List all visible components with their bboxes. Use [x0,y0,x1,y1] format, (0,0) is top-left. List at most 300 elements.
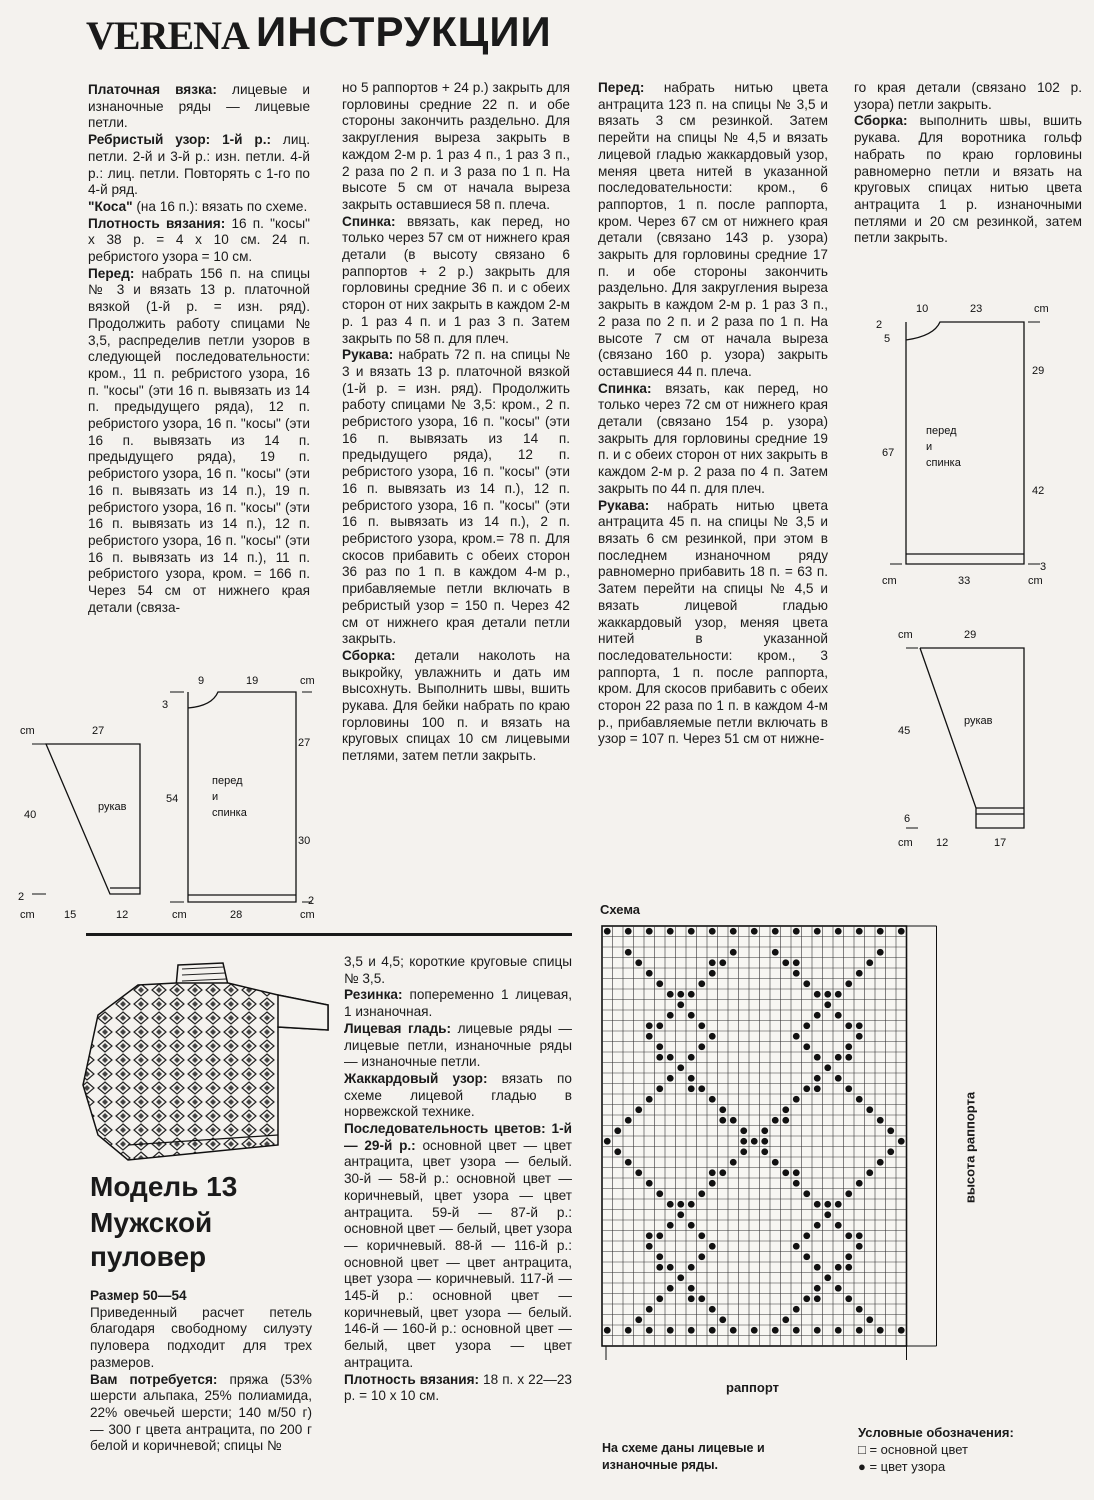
chart-stitch-dot [845,1043,852,1050]
chart-stitch-dot [709,1327,716,1334]
chart-stitch-dot [845,1085,852,1092]
chart-stitch-dot [824,1064,831,1071]
chart-stitch-dot [667,1264,674,1271]
chart-stitch-dot [688,1222,695,1229]
chart-stitch-dot [667,928,674,935]
chart-stitch-dot [856,1096,863,1103]
chart-stitch-dot [793,959,800,966]
col1-paragraph-heading: Ребристый узор: 1-й р.: [88,132,272,148]
chart-stitch-dot [835,928,842,935]
chart-stitch-dot [772,949,779,956]
d2-upper: 29 [1032,365,1045,377]
col1-paragraph [88,266,310,617]
d3-cuff: 6 [904,813,911,825]
chart-stitch-dot [677,991,684,998]
chart-stitch-dot [698,1022,705,1029]
chart-stitch-dot [866,1106,873,1113]
chart-stitch-dot [719,1316,726,1323]
model-number: Модель 13 [90,1171,238,1202]
legend-empty: □ = основной цвет [858,1442,968,1457]
chart-stitch-dot [772,1159,779,1166]
col1-paragraph [88,82,310,132]
chart-stitch-dot [688,991,695,998]
chart-stitch-dot [856,928,863,935]
chart-stitch-dot [814,991,821,998]
chart-stitch-dot [688,1285,695,1292]
chart-stitch-dot [677,1001,684,1008]
chart-stitch-dot [625,1117,632,1124]
chart-stitch-dot [761,1127,768,1134]
chart-stitch-dot [698,1043,705,1050]
chart-stitch-dot [814,1285,821,1292]
d1-sleeve-bottom-1: 12 [116,909,129,921]
d2-label-3: спинка [926,457,961,469]
chart-stitch-dot [782,1316,789,1323]
col4-paragraph-heading: Сборка: [854,113,908,129]
chart-stitch-dot [856,1306,863,1313]
col2-paragraph [342,80,570,214]
chart-stitch-dot [751,1138,758,1145]
chart-stitch-dot [667,1222,674,1229]
pattern-diagram-model12 [12,672,332,929]
chart-stitch-dot [646,1232,653,1239]
col4-paragraph [854,80,1082,113]
chart-stitch-dot [688,1075,695,1082]
materials-text: пряжа (53% шерсти альпака, 25% полиамида, 22% овечьей шерсти; 140 м/50 г) — 300 г цвета антрацита, по 200 г белой и коричневой; спицы № [90,1371,312,1454]
col5-paragraph [344,1372,572,1405]
chart-stitch-dot [646,1243,653,1250]
col1-paragraph-text: набрать 156 п. на спицы № 3 и вязать 13 р. платочной вязкой (1-й р. = изн. ряд). Продолжить работу спицами № 3,5, распределив петли узоров в следующей последовательности: кром., 11 п. ребристого узора, 16 п. "косы" (эти 16 п. вывязать из 14 п. предыдущего ряда), 12 п. ребристого узора, 16 п. "косы" (эти 16 п. вывязать из 14 п. предыдущего ряда), 19 п. ребристого узора, 16 п. "косы" (эти 16 п. вывязать из 14 п.), 19 п. ребристого узора, 16 п. "косы" (эти 16 п. вывязать из 14 п.), 12 п. ребристого узора, 16 п. "косы" (эти 16 п. вывязать из 14 п.), 11 п. ребристого узора, кром. = 166 п. Через 54 см от нижнего края детали (связа- [88,265,310,615]
d2-height: 67 [882,447,895,459]
chart-stitch-dot [656,1054,663,1061]
instructions-column-5 [344,954,572,1405]
col2-paragraph-heading: Рукава: [342,347,394,363]
instructions-column-3 [598,80,828,748]
instructions-column-4 [854,80,1082,247]
d2-unit-br: cm [1028,575,1043,587]
chart-stitch-dot [625,928,632,935]
d1-body-upper: 27 [298,737,311,749]
materials-label: Вам потребуется: [90,1371,218,1387]
instructions-column-2 [342,80,570,765]
chart-stitch-dot [656,1043,663,1050]
col1-paragraph [88,132,310,199]
chart-stitch-dot [646,1306,653,1313]
chart-stitch-dot [688,1012,695,1019]
chart-stitch-dot [667,1285,674,1292]
chart-stitch-dot [835,1327,842,1334]
col5-paragraph-text: попеременно 1 лицевая, 1 изнаночная. [344,987,572,1020]
col5-paragraph [344,1021,572,1071]
chart-stitch-dot [845,1295,852,1302]
chart-stitch-dot [646,1022,653,1029]
d1-body-label-3: спинка [212,807,247,819]
chart-stitch-dot [635,1169,642,1176]
chart-stitch-dot [835,1075,842,1082]
d1-body-hem: 2 [308,895,315,907]
chart-stitch-dot [740,1127,747,1134]
chart-stitch-dot [698,1190,705,1197]
chart-stitch-dot [698,1232,705,1239]
jacquard-chart-svg [598,920,948,1360]
chart-stitch-dot [877,1327,884,1334]
col1-paragraph-text: 16 п. "косы" х 38 р. = 4 х 10 см. 24 п. ребристого узора = 10 см. [88,215,311,265]
chart-stitch-dot [709,970,716,977]
chart-stitch-dot [803,1190,810,1197]
chart-stitch-dot [782,1169,789,1176]
chart-stitch-dot [845,980,852,987]
d1-body-label-1: перед [212,775,243,787]
chart-stitch-dot [835,1201,842,1208]
chart-stitch-dot [709,1033,716,1040]
col5-paragraph-heading: Лицевая гладь: [344,1020,452,1036]
col2-paragraph [342,347,570,648]
chart-stitch-dot [604,928,611,935]
chart-stitch-dot [877,928,884,935]
chart-stitch-dot [887,1127,894,1134]
chart-stitch-dot [656,1295,663,1302]
chart-stitch-dot [698,980,705,987]
col1-paragraph-heading: Платочная вязка: [88,82,217,97]
chart-stitch-dot [793,1169,800,1176]
chart-stitch-dot [698,1295,705,1302]
d3-bottom-0: 12 [936,837,949,849]
chart-stitch-dot [688,1085,695,1092]
chart-stitch-dot [814,1085,821,1092]
chart-stitch-dot [667,1054,674,1061]
chart-stitch-dot [635,1316,642,1323]
chart-stitch-dot [709,1169,716,1176]
chart-stitch-dot [709,1243,716,1250]
chart-stitch-dot [793,1033,800,1040]
chart-stitch-dot [677,1201,684,1208]
col2-paragraph-heading: Сборка: [342,647,396,663]
col3-paragraph-text: набрать нитью цвета антрацита 123 п. на спицы № 3,5 и вязать 3 см резинкой. Затем перейти на спицы № 4,5 и вязать лицевой гладью жаккардовый узор, меняя цвета нитей в указанной последовательности: кром., 6 раппортов, 1 п. после раппорта, кром. Через 67 см от нижнего края детали (связано 143 р. узора) закрыть для горловины средние 17 п. и обе стороны закончить раздельно. Для закругления выреза закрыть в каждом 2-м р. 1 раз 3 п., 2 раза по 2 п. и 2 раза по 1 п. На высоте 7 см от начала выреза (связано 160 р. узора) закрыть оставшиеся 44 п. плеча. [598,80,828,379]
chart-stitch-dot [782,1117,789,1124]
col1-paragraph-text: лиц. петли. 2-й и 3-й р.: изн. петли. 4-й р.: лиц. петли. Повторять с 1-го по 4-й ряд. [88,132,310,198]
model-intro: Приведенный расчет петель благодаря свободному силуэту пуловера подходит для трех размеров. [90,1304,312,1370]
pattern-diagram-model12-svg [12,672,332,924]
chart-stitch-dot [824,1274,831,1281]
col3-paragraph-heading: Рукава: [598,497,650,513]
sweater-illustration [78,955,338,1175]
col2-paragraph [342,648,570,765]
chart-stitch-dot [698,1085,705,1092]
d1-unit-tr: cm [300,675,315,687]
d3-unit-tl: cm [898,629,913,641]
chart-stitch-dot [793,1306,800,1313]
d1-top-1: 19 [246,675,259,687]
chart-stitch-dot [719,1117,726,1124]
chart-stitch-dot [898,1327,905,1334]
chart-stitch-dot [772,1117,779,1124]
chart-stitch-dot [866,959,873,966]
chart-stitch-dot [898,1138,905,1145]
d2-top-0: 10 [916,303,929,315]
d2-bottom: 33 [958,575,971,587]
chart-stitch-dot [782,1106,789,1113]
chart-stitch-dot [814,928,821,935]
chart-stitch-dot [751,928,758,935]
col5-paragraph-text: вязать по схеме лицевой гладью в норвежской технике. [344,1070,572,1120]
chart-note: На схеме даны лицевые и изнаночные ряды. [602,1441,765,1472]
d2-unit-tr: cm [1034,303,1049,315]
chart-stitch-dot [656,1232,663,1239]
col1-paragraph-text: лицевые и изнаночные ряды — лицевые петли. [88,82,310,131]
d1-sleeve-cuff: 2 [18,891,25,903]
col3-paragraph-text: набрать нитью цвета антрацита 45 п. на спицы № 3,5 и вязать 6 см резинкой, при этом в последнем изнаночном ряду равномерно прибавить 18 п. = 63 п. Затем перейти на спицы № 4,5 и вязать лицевой гладью жаккардовый узор, меняя цвета нитей в указанной последовательности: кром., 3 раппорта, 1 п. после раппорта, кром. Для скосов прибавить с обеих сторон 22 раза по 1 п. в каждом 4-м р., прибавляемые петли включать в узор = 107 п. Через 51 см от нижне- [598,497,828,747]
chart-bottom-label: раппорт [726,1380,779,1395]
col5-paragraph-heading: Последовательность цветов: 1-й — 29-й р.: [344,1121,572,1153]
page-title: ИНСТРУКЦИИ [256,8,552,55]
chart-legend [858,1424,1014,1475]
chart-stitch-dot [835,1012,842,1019]
chart-stitch-dot [646,970,653,977]
col5-paragraph [344,1071,572,1121]
chart-stitch-dot [667,1201,674,1208]
chart-stitch-dot [803,1085,810,1092]
chart-stitch-dot [877,1159,884,1166]
col1-paragraph [88,216,310,266]
chart-stitch-dot [866,1169,873,1176]
col5-paragraph [344,1121,572,1372]
chart-stitch-dot [604,1138,611,1145]
d3-top: 29 [964,629,977,641]
section-divider [86,933,572,936]
chart-stitch-dot [688,1327,695,1334]
col3-paragraph [598,381,828,498]
chart-stitch-dot [803,980,810,987]
chart-stitch-dot [625,1327,632,1334]
chart-stitch-dot [656,1253,663,1260]
chart-stitch-dot [814,1012,821,1019]
chart-stitch-dot [856,1327,863,1334]
d2-unit-bl: cm [882,575,897,587]
chart-stitch-dot [614,1148,621,1155]
chart-stitch-dot [667,991,674,998]
chart-stitch-dot [730,1327,737,1334]
chart-stitch-dot [856,1232,863,1239]
chart-stitch-dot [877,949,884,956]
d3-bottom-1: 17 [994,837,1007,849]
col2-paragraph [342,214,570,348]
chart-stitch-dot [845,1190,852,1197]
chart-stitch-dot [740,1148,747,1155]
chart-stitch-dot [793,1243,800,1250]
chart-stitch-dot [835,1264,842,1271]
chart-stitch-dot [751,1327,758,1334]
chart-stitch-dot [782,959,789,966]
chart-stitch-dot [604,1327,611,1334]
legend-dot: ● = цвет узора [858,1459,946,1474]
chart-stitch-dot [824,991,831,998]
col1-paragraph-heading: Плотность вязания: [88,215,226,231]
chart-stitch-dot [625,1159,632,1166]
chart-stitch-dot [793,1327,800,1334]
chart-stitch-dot [667,1012,674,1019]
chart-stitch-dot [635,959,642,966]
chart-stitch-dot [709,959,716,966]
chart-side-label: высота раппорта [962,1091,978,1204]
chart-stitch-dot [677,1211,684,1218]
chart-stitch-dot [835,1054,842,1061]
d1-unit-bl: cm [20,909,35,921]
chart-stitch-dot [793,1096,800,1103]
chart-stitch-dot [719,959,726,966]
col1-paragraph [88,199,310,216]
brand-logo: VERENA [86,13,249,58]
chart-stitch-dot [614,1127,621,1134]
d2-rib: 3 [1040,561,1047,573]
model-details [90,1288,312,1455]
pattern-diagram-body [868,296,1058,595]
col3-paragraph [598,80,828,381]
d1-body-lower: 30 [298,835,311,847]
col3-paragraph [598,498,828,749]
d1-body-height: 54 [166,793,179,805]
legend-title: Условные обозначения: [858,1425,1014,1440]
chart-stitch-dot [793,970,800,977]
d1-top-0: 9 [198,675,205,687]
col5-paragraph-heading: Резинка: [344,987,403,1003]
chart-stitch-dot [835,991,842,998]
d3-height: 45 [898,725,911,737]
chart-stitch-dot [646,1180,653,1187]
d1-sleeve-top: 27 [92,725,105,737]
d1-body-label-2: и [212,791,219,803]
chart-stitch-dot [709,1306,716,1313]
chart-stitch-dot [656,1085,663,1092]
chart-stitch-dot [730,928,737,935]
col1-paragraph-heading: "Коса" [88,198,133,214]
col5-paragraph-text: 3,5 и 4,5; короткие круговые спицы № 3,5. [344,954,572,986]
chart-stitch-dot [740,1138,747,1145]
col5-paragraph-text: лицевые ряды — лицевые петли, изнаночные ряды — изнаночные петли. [344,1020,573,1070]
chart-stitch-dot [856,1180,863,1187]
col2-paragraph-text: детали наколоть на выкройку, увлажнить и дать им высохнуть. Выполнить швы, вшить рукава. Для бейки набрать по краю горловины 100 п. и вязать на круговых спицах 10 см лицевыми петлями, затем петли закрыть. [342,647,570,764]
col5-paragraph-heading: Жаккардовый узор: [344,1070,488,1086]
chart-stitch-dot [824,1211,831,1218]
instructions-column-1 [88,82,310,617]
chart-stitch-dot [824,1201,831,1208]
chart-stitch-dot [845,1054,852,1061]
chart-stitch-dot [761,1138,768,1145]
chart-stitch-dot [845,1232,852,1239]
d2-lower: 42 [1032,485,1045,497]
chart-stitch-dot [803,1022,810,1029]
d2-neck-1: 5 [884,333,891,345]
chart-stitch-dot [803,1043,810,1050]
d2-top-1: 23 [970,303,983,315]
chart-stitch-dot [814,1201,821,1208]
chart-stitch-dot [824,1001,831,1008]
d2-neck-0: 2 [876,319,883,331]
jacquard-chart [598,920,948,1365]
d1-sleeve-label: рукав [98,801,127,813]
chart-stitch-dot [793,1180,800,1187]
chart-stitch-dot [688,1264,695,1271]
chart-stitch-dot [719,1106,726,1113]
d1-unit-tl: cm [20,725,35,737]
chart-stitch-dot [814,1295,821,1302]
chart-stitch-dot [656,1022,663,1029]
d2-label-1: перед [926,425,957,437]
chart-stitch-dot [856,970,863,977]
d1-unit-br: cm [300,909,315,921]
chart-stitch-dot [677,1064,684,1071]
chart-stitch-dot [877,1117,884,1124]
chart-stitch-dot [898,928,905,935]
col3-paragraph-text: вязать, как перед, но только через 72 см от нижнего края детали (связано 154 р. узора) закрыть для горловины средние 19 п. и с обеих сторон от них закрыть в каждом 2-м р. 2 раза по 4 п. Затем закрыть по 44 п. для плеч. [598,380,828,496]
d1-sleeve-height: 40 [24,809,37,821]
d3-unit-bl: cm [898,837,913,849]
chart-stitch-dot [688,1054,695,1061]
chart-stitch-dot [646,1033,653,1040]
chart-stitch-dot [730,949,737,956]
chart-stitch-dot [856,1243,863,1250]
chart-stitch-dot [803,1253,810,1260]
chart-stitch-dot [835,1222,842,1229]
chart-stitch-dot [688,1295,695,1302]
chart-stitch-dot [814,1222,821,1229]
d1-left-small: 3 [162,699,169,711]
chart-stitch-dot [688,928,695,935]
chart-stitch-dot [856,1033,863,1040]
col2-paragraph-text: но 5 раппортов + 24 р.) закрыть для горловины средние 22 п. и обе стороны закончить раздельно. Для закругления выреза закрыть в каждом 2-м р. 1 раз 4 п., 1 раз 3 п., 2 раза по 2 п. и 3 раза по 1 п. На высоте 5 см от начала выреза закрыть оставшиеся 58 п. плеча. [342,80,570,212]
chart-stitch-dot [677,1274,684,1281]
chart-stitch-dot [803,1232,810,1239]
col2-paragraph-text: набрать 72 п. на спицы № 3 и вязать 13 р. платочной вязкой (1-й р. = изн. ряд). Продолжить работу спицами № 3,5: кром., 2 п. ребристого узора, 16 п. "косы" (эти 16 п. вывязать из 14 п. предыдущего ряда), 12 п. ребристого узора, 16 п. "косы" (эти 16 п. вывязать из 14 п.), 12 п. ребристого узора, 16 п. "косы" (эти 16 п. вывязать из 14 п.), 2 п. ребристого узора, кром.= 78 п. Для скосов прибавить с обеих сторон 36 раз по 1 п. в каждом 4-м р., прибавляемые петли включать в ребристый узор = 150 п. Через 42 см от нижнего края детали петли закрыть. [342,347,570,647]
chart-stitch-dot [814,1054,821,1061]
chart-stitch-dot [667,1075,674,1082]
model-name-line2: пуловер [90,1241,207,1272]
chart-stitch-dot [625,949,632,956]
col2-paragraph-text: ввязать, как перед, но только через 57 см от нижнего края детали (в высоту связано 6 раппортов + 2 р.) закрыть для горловины средние 36 п. и с обеих сторон от них закрыть в каждом 2-м р. 1 раз 4 п. и 1 раз 3 п. Затем закрыть по 58 п. для плеч. [342,213,570,346]
chart-stitch-dot [772,928,779,935]
d2-label-2: и [926,441,933,453]
d1-body-bottom: 28 [230,909,243,921]
model-name-line1: Мужской [90,1207,213,1238]
col5-paragraph [344,987,572,1020]
col4-paragraph-text: го края детали (связано 102 р. узора) петли закрыть. [854,80,1082,112]
chart-stitch-dot [866,1316,873,1323]
d1-unit-bm: cm [172,909,187,921]
chart-stitch-dot [730,1159,737,1166]
chart-stitch-dot [730,1117,737,1124]
chart-stitch-dot [667,1327,674,1334]
chart-stitch-dot [845,1022,852,1029]
chart-stitch-dot [646,1096,653,1103]
d1-sleeve-bottom-0: 15 [64,909,77,921]
chart-stitch-dot [698,1253,705,1260]
chart-stitch-dot [803,1295,810,1302]
chart-stitch-dot [709,1180,716,1187]
chart-stitch-dot [793,928,800,935]
chart-stitch-dot [656,1190,663,1197]
chart-stitch-dot [814,1075,821,1082]
chart-stitch-dot [709,928,716,935]
col3-paragraph-heading: Спинка: [598,380,652,396]
col5-paragraph-text: 18 п. х 22—23 р. = 10 х 10 см. [344,1371,572,1404]
chart-stitch-dot [814,1327,821,1334]
chart-stitch-dot [856,1022,863,1029]
chart-stitch-dot [845,1253,852,1260]
col2-paragraph-heading: Спинка: [342,213,396,229]
chart-stitch-dot [709,1096,716,1103]
chart-stitch-dot [835,1285,842,1292]
col1-paragraph-text: (на 16 п.): вязать по схеме. [132,198,308,214]
chart-stitch-dot [845,1264,852,1271]
